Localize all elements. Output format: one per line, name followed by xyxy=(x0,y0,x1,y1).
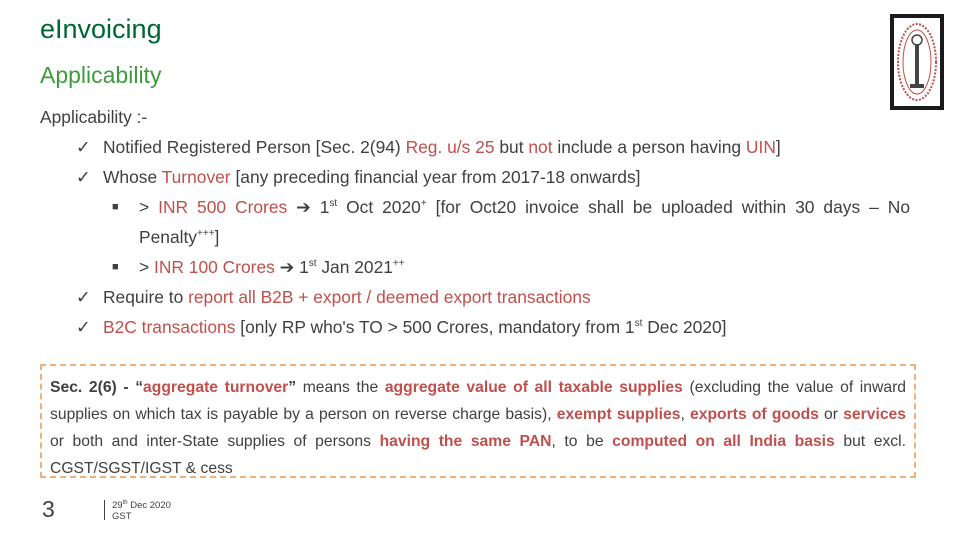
definition-term: aggregate turnover xyxy=(143,379,289,396)
footer-date-sup: th xyxy=(122,499,128,506)
slide-subtitle: Applicability xyxy=(40,62,162,88)
uin-highlight: UIN xyxy=(745,137,776,157)
sub1-date-post: Oct 2020 xyxy=(337,197,421,217)
definition-bold-1: aggregate value of all taxable supplies xyxy=(384,379,683,396)
sub2-date-pre: 1 xyxy=(294,257,309,277)
footer-date-day: 29 xyxy=(112,500,123,511)
checkmark-icon: ✓ xyxy=(76,137,91,157)
definition-bold-2: exempt supplies xyxy=(556,406,681,423)
sub1-pre: > xyxy=(139,197,159,217)
sub1-date-pre: 1 xyxy=(310,197,330,217)
definition-text-1: means the xyxy=(302,379,385,396)
sub2-date-post: Jan 2021 xyxy=(316,257,393,277)
definition-text-6: , to be xyxy=(551,433,613,450)
definition-text-7: but excl. CGST/SGST/IGST & cess xyxy=(50,433,906,477)
list-item-require xyxy=(40,282,910,312)
arrow-right-icon: ➔ xyxy=(279,257,295,277)
definition-bold-3: exports of goods xyxy=(690,406,819,423)
checkmark-icon: ✓ xyxy=(76,317,91,337)
definition-head: Sec. 2(6) - “ xyxy=(50,379,144,396)
sub2-pre: > xyxy=(139,257,154,277)
footer-info xyxy=(112,500,171,522)
square-bullet-icon: ■ xyxy=(112,201,119,213)
definition-bold-6: computed on all India basis xyxy=(612,433,835,450)
footer-divider xyxy=(104,500,105,520)
definition-head-end: ” xyxy=(288,379,303,396)
intro-line: Applicability :- xyxy=(40,107,148,127)
not-highlight: not xyxy=(528,137,553,157)
sub1-penalty-sup: +++ xyxy=(197,228,215,240)
sub1-text: [for Oct20 invoice shall be uploaded within 30 days – No Penalty xyxy=(139,197,910,247)
b2c-sup: st xyxy=(634,318,643,330)
arrow-right-icon: ➔ xyxy=(296,197,311,217)
list-item-notified xyxy=(40,132,910,162)
b2c-end: Dec 2020] xyxy=(642,317,727,337)
page-number: 3 xyxy=(42,496,55,522)
definition-text-4: or xyxy=(818,406,844,423)
footer-date-rest: Dec 2020 xyxy=(127,500,171,511)
notified-text-3: include a person having xyxy=(552,137,746,157)
checkmark-icon: ✓ xyxy=(76,287,91,307)
definition-text-2: (excluding the value of inward supplies on which tax is payable by a person on reverse charge basis), xyxy=(50,379,907,423)
applicability-content xyxy=(40,102,910,342)
emblem-logo-icon xyxy=(890,14,944,110)
b2c-highlight: B2C transactions xyxy=(103,317,236,337)
turnover-text: Whose xyxy=(103,167,162,187)
sub1-plus-sup: + xyxy=(420,198,427,210)
sub1-amount: INR 500 Crores xyxy=(158,197,288,217)
checkmark-icon: ✓ xyxy=(76,167,91,187)
sub-item-500-crores xyxy=(40,192,910,252)
notified-text: Notified Registered Person [Sec. 2(94) xyxy=(103,137,406,157)
square-bullet-icon: ■ xyxy=(112,261,119,273)
list-item-turnover xyxy=(40,162,910,192)
require-highlight: report all B2B + export / deemed export transactions xyxy=(188,287,591,307)
sub-item-100-crores xyxy=(40,252,910,282)
sub1-date-sup: st xyxy=(329,198,338,210)
definition-bold-4: services xyxy=(843,406,906,423)
definition-text-5: or both and inter-State supplies of persons xyxy=(50,433,380,450)
definition-text-3: , xyxy=(680,406,691,423)
reg-highlight: Reg. u/s 25 xyxy=(405,137,495,157)
list-item-b2c xyxy=(40,312,910,342)
emblem-seal-graphic xyxy=(894,18,940,106)
footer-org: GST xyxy=(112,511,132,522)
turnover-end: [any preceding financial year from 2017-18 onwards] xyxy=(230,167,641,187)
sub2-date-sup: st xyxy=(308,258,317,270)
slide-title: eInvoicing xyxy=(40,14,162,44)
definition-bold-5: having the same PAN xyxy=(379,433,552,450)
notified-text-2: but xyxy=(494,137,529,157)
require-text: Require to xyxy=(103,287,189,307)
notified-end: ] xyxy=(775,137,781,157)
b2c-text: [only RP who's TO > 500 Crores, mandatory from 1 xyxy=(235,317,635,337)
sub2-amount: INR 100 Crores xyxy=(154,257,275,277)
footer-date xyxy=(112,500,171,511)
sub2-plus-sup: ++ xyxy=(392,258,405,270)
sub1-end: ] xyxy=(214,227,220,247)
definition-box xyxy=(40,364,916,478)
turnover-highlight: Turnover xyxy=(161,167,231,187)
